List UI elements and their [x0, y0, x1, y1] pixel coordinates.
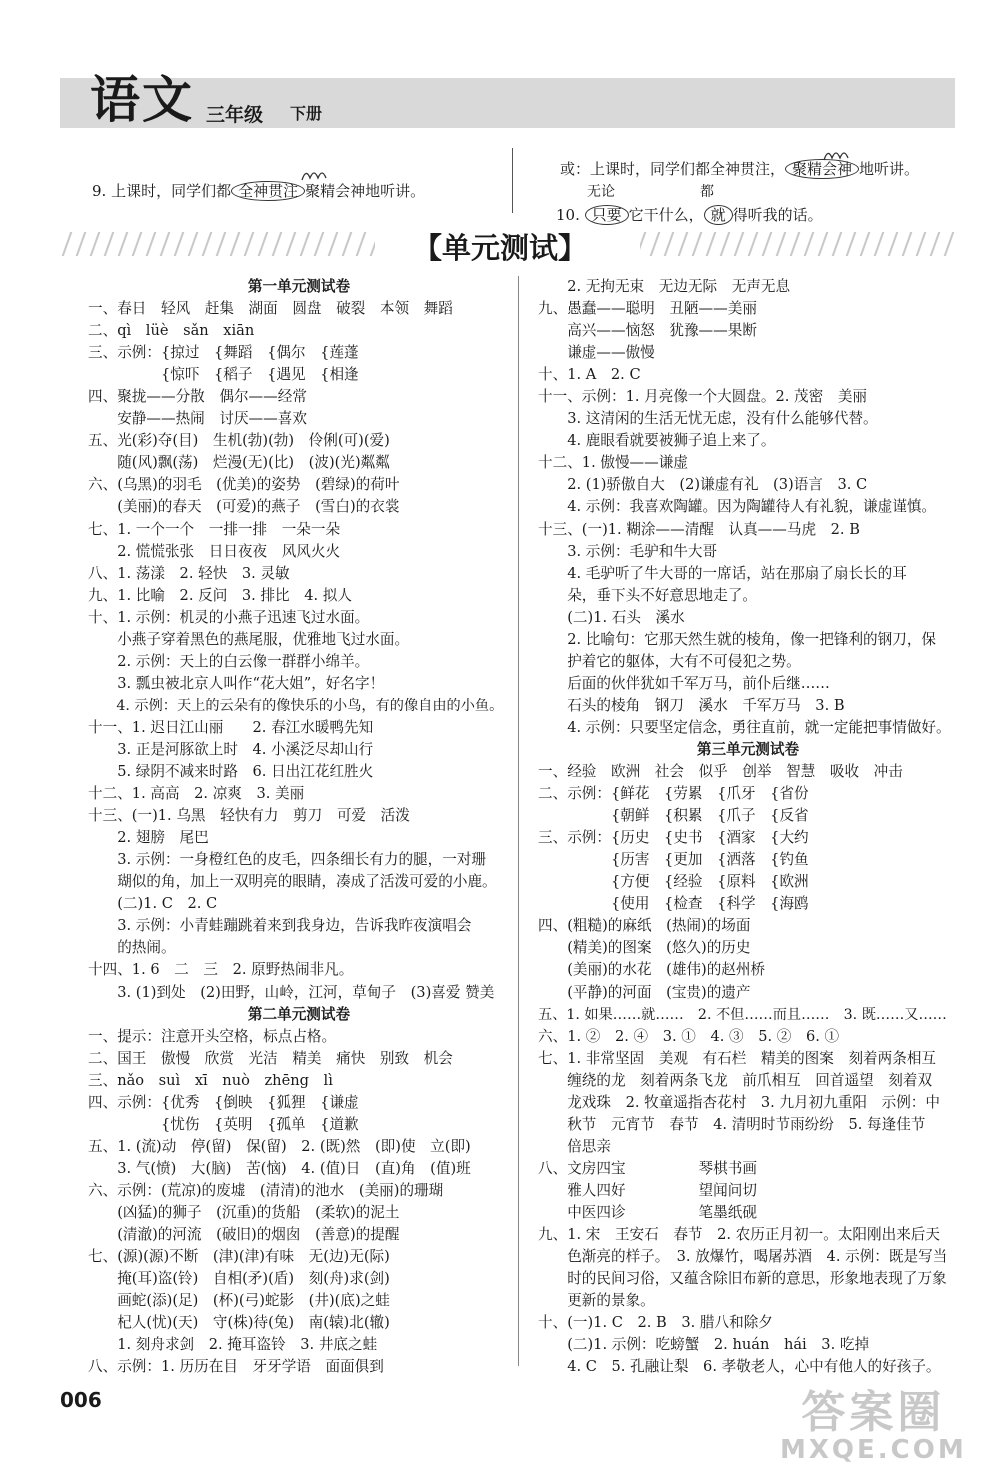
answer-line: 2. 翅膀 尾巴	[88, 829, 209, 847]
answer-line: 2. (1)骄傲自大 (2)谦虚有礼 (3)语言 3. C	[538, 476, 868, 494]
answer-line: 秋节 元宵节 春节 4. 清明时节雨纷纷 5. 每逢佳节	[538, 1115, 926, 1133]
answer-line: 5. 绿阴不减来时路 6. 日出江花红胜火	[88, 763, 374, 781]
volume-label: 下册	[290, 104, 323, 123]
answer-line: 3. 瓢虫被北京人叫作“花大姐”，好名字！	[88, 674, 385, 692]
answer-line: (二)1. 石头 溪水	[538, 608, 685, 626]
answer-line: 十一、示例：1. 月亮像一个大圆盘。2. 茂密 美丽	[538, 388, 868, 406]
answer-line: 4. C 5. 孔融让梨 6. 孝敬老人，心中有他人的好孩子。	[538, 1358, 941, 1376]
circled-word: 只要	[585, 205, 629, 225]
answer-line: {朝鲜 {积累 {爪子 {反省	[538, 807, 809, 825]
answer-line: 十二、1. 傲慢——谦虚	[538, 454, 688, 472]
answer-line: 四、聚拢——分散 偶尔——经常	[88, 388, 307, 406]
answer-line: 3. 这清闲的生活无忧无虑，没有什么能够代替。	[538, 410, 878, 428]
answer-line: 杞人(忧)(天) 守(株)待(兔) 南(辕)北(辙)	[88, 1314, 390, 1332]
answer-line: 七、1. 一个一个 一排一排 一朵一朵	[88, 520, 341, 538]
answer-line: 五、1. 如果……就…… 2. 不但……而且…… 3. 既……又……	[538, 1006, 947, 1023]
annotation-dou: 都	[700, 184, 714, 200]
answer-line: 五、光(彩)夺(目) 生机(勃)(勃) 伶俐(可)(爱)	[88, 432, 390, 450]
answer-line: {使用 {检查 {科学 {海鸥	[538, 895, 809, 913]
answer-line: 2. 比喻句：它那天然生就的棱角，像一把锋利的钢刀，保	[538, 630, 937, 648]
section-heading: 第一单元测试卷	[247, 278, 351, 295]
answer-line: 缠绕的龙 刻着两条飞龙 前爪相互 回首遥望 刻着双	[538, 1071, 933, 1089]
answer-line: 瑚似的角，加上一双明亮的眼睛，凑成了活泼可爱的小鹿。	[88, 873, 497, 891]
answer-line: 十一、1. 迟日江山丽 2. 春江水暖鸭先知	[88, 718, 374, 736]
answer-line: {惊吓 {稻子 {遇见 {相逢	[88, 366, 359, 384]
answer-line: 十、1. A 2. C	[538, 366, 641, 384]
circled-word: 全神贯注	[231, 181, 305, 201]
answer-line: 3. 示例：一身橙红色的皮毛，四条细长有力的腿，一对珊	[88, 851, 487, 869]
grade-label: 三年级	[206, 104, 264, 126]
answer-line: 更新的景象。	[538, 1292, 655, 1310]
answer-line: 六、1. ② 2. ④ 3. ① 4. ③ 5. ② 6. ①	[538, 1027, 840, 1045]
answer-line: 护着它的躯体，大有不可侵犯之势。	[538, 652, 801, 670]
answer-line: 4. 示例：我喜欢陶罐。因为陶罐待人有礼貌，谦虚谨慎。	[538, 498, 937, 516]
top-left-answer: 9. 上课时，同学们都 全神贯注 聚精会神地听讲。	[92, 182, 426, 200]
answer-line: 1. 刻舟求剑 2. 掩耳盗铃 3. 井底之蛙	[88, 1336, 378, 1354]
answer-line: 十三、(一)1. 乌黑 轻快有力 剪刀 可爱 活泼	[88, 807, 410, 825]
answer-line: (平静)的河面 (宝贵)的遗产	[538, 983, 751, 1001]
answer-line: 一、春日 轻风 赶集 湖面 圆盘 破裂 本领 舞蹈	[88, 300, 453, 318]
answer-line: 五、1. (流)动 停(留) 保(留) 2. (既)然 (即)使 立(即)	[88, 1137, 471, 1155]
answer-line: 八、1. 荡漾 2. 轻快 3. 灵敏	[88, 564, 290, 582]
answer-line: 十二、1. 高高 2. 凉爽 3. 美丽	[88, 785, 305, 803]
answer-line: {方便 {经验 {原料 {欧洲	[538, 873, 809, 891]
answer-line: 后面的伙伴犹如千军万马，前仆后继……	[538, 674, 830, 692]
circled-word: 就	[704, 205, 733, 225]
column-divider	[518, 276, 519, 1366]
answer-line: 九、1. 宋 王安石 春节 2. 农历正月初一。太阳刚出来后天	[538, 1226, 940, 1244]
answer-line: 三、示例：{掠过 {舞蹈 {偶尔 {莲蓬	[88, 344, 359, 362]
answer-line: 九、愚蠢——聪明 丑陋——美丽	[538, 300, 757, 318]
answer-line: 2. 示例：天上的白云像一群群小绵羊。	[88, 652, 370, 670]
answer-line: 石头的棱角 钢刀 溪水 千军万马 3. B	[538, 696, 845, 714]
answer-line: 4. 鹿眼看就要被狮子追上来了。	[538, 432, 776, 450]
answer-line: 二、qì lüè sǎn xiān	[88, 322, 255, 340]
answer-line: 四、示例：{优秀 {倒映 {狐狸 {谦虚	[88, 1093, 359, 1111]
top-right-answer-1: 或：上课时，同学们都全神贯注， 聚精会神 地听讲。	[560, 160, 920, 178]
section-heading: 第二单元测试卷	[247, 1005, 351, 1023]
answer-line: 一、提示：注意开头空格，标点占格。	[88, 1027, 337, 1045]
answer-line: 六、示例：(荒凉)的废墟 (清清)的池水 (美丽)的珊瑚	[88, 1181, 444, 1199]
answer-line: 四、(粗糙)的麻纸 (热闹)的场面	[538, 917, 751, 935]
section-banner: 【单元测试】	[412, 231, 587, 265]
answer-line: 朵，垂下头不好意思地走了。	[538, 586, 757, 604]
watermark-logo: 答案圈 MXQE.COM	[780, 1387, 967, 1465]
answer-line: 2. 慌慌张张 日日夜夜 风风火火	[88, 542, 341, 560]
answer-line: 的热闹。	[88, 939, 176, 957]
answer-line: 3. 正是河豚欲上时 4. 小溪泛尽却山行	[88, 740, 374, 758]
answer-line: 掩(耳)盗(铃) 自相(矛)(盾) 刻(舟)求(剑)	[88, 1270, 390, 1288]
answer-line: 随(风)飘(荡) 烂漫(无)(比) (波)(光)粼粼	[88, 454, 390, 472]
answer-line: 3. (1)到处 (2)田野，山岭，江河，草甸子 (3)喜爱 赞美	[88, 983, 495, 1001]
answer-line: (二)1. C 2. C	[88, 895, 218, 913]
answer-line: 二、示例：{鲜花 {劳累 {爪牙 {省份	[538, 785, 809, 803]
answer-line: 3. 示例：毛驴和牛大哥	[538, 542, 718, 560]
answer-line: 2. 无拘无束 无边无际 无声无息	[538, 278, 791, 295]
right-column	[538, 276, 958, 1378]
answer-line: 二、国王 傲慢 欣赏 光洁 精美 痛快 别致 机会	[88, 1049, 453, 1067]
answer-line: (清澈)的河流 (破旧)的烟囱 (善意)的提醒	[88, 1226, 400, 1244]
answer-line: 十、(一)1. C 2. B 3. 腊八和除夕	[538, 1314, 773, 1332]
page-number: 006	[60, 1388, 102, 1412]
answer-line: 雅人四好 望闻问切	[538, 1181, 757, 1199]
section-heading: 第三单元测试卷	[696, 740, 800, 758]
answer-line: (精美)的图案 (悠久)的历史	[538, 939, 751, 957]
annotation-wulun: 无论	[587, 184, 615, 200]
header-bar	[60, 78, 955, 128]
subject-logo: 语文	[90, 71, 194, 129]
answer-line: 三、nǎo suì xī nuò zhēng lì	[88, 1071, 333, 1089]
answer-line: 4. 毛驴听了牛大哥的一席话，站在那扇了扇长长的耳	[538, 564, 907, 582]
answer-line: 十四、1. 6 二 三 2. 原野热闹非凡。	[88, 961, 354, 979]
answer-line: 3. 示例：小青蛙蹦跳着来到我身边，告诉我昨夜演唱会	[88, 917, 472, 935]
answer-line: 小燕子穿着黑色的燕尾服，优雅地飞过水面。	[88, 630, 410, 648]
answer-line: 八、示例：1. 历历在目 牙牙学语 面面俱到	[88, 1358, 384, 1376]
answer-line: 六、(乌黑)的羽毛 (优美)的姿势 (碧绿)的荷叶	[88, 476, 400, 494]
answer-line: 龙戏珠 2. 牧童遥指杏花村 3. 九月初九重阳 示例：中	[538, 1093, 940, 1111]
revision-mark-icon	[822, 146, 852, 162]
answer-line: 八、文房四宝 琴棋书画	[538, 1159, 757, 1177]
answer-line: 高兴——恼怒 犹豫——果断	[538, 322, 757, 340]
answer-line: 三、示例：{历史 {史书 {酒家 {大约	[538, 829, 809, 847]
answer-line: 七、(源)(源)不断 (津)(津)有味 无(边)无(际)	[88, 1248, 390, 1266]
answer-line: 3. 气(愤) 大(脑) 苦(恼) 4. (值)日 (直)角 (值)班	[88, 1159, 471, 1177]
answer-line: (美丽)的春天 (可爱)的燕子 (雪白)的衣裳	[88, 498, 400, 516]
top-right-answer-2: 10. 只要 它干什么， 就 得听我的话。	[556, 206, 823, 224]
answer-line: 时的民间习俗，又蕴含除旧布新的意思，形象地表现了万象	[538, 1270, 947, 1288]
answer-line: (美丽)的水花 (雄伟)的赵州桥	[538, 961, 766, 979]
answer-line: 十三、(一)1. 糊涂——清醒 认真——马虎 2. B	[538, 520, 860, 538]
answer-line: {忧伤 {英明 {孤单 {道歉	[88, 1115, 359, 1133]
answer-line: 安静——热闹 讨厌——喜欢	[88, 410, 307, 428]
answer-line: (凶猛)的狮子 (沉重)的货船 (柔软)的泥土	[88, 1203, 400, 1221]
answer-line: 七、1. 非常坚固 美观 有石栏 精美的图案 刻着两条相互	[538, 1049, 937, 1067]
answer-line: 倍思亲	[538, 1137, 611, 1155]
circled-word: 聚精会神	[785, 159, 859, 179]
column-divider-top	[512, 148, 513, 213]
answer-line: 画蛇(添)(足) (杯)(弓)蛇影 (井)(底)之蛙	[88, 1292, 390, 1310]
answer-line: 九、1. 比喻 2. 反问 3. 排比 4. 拟人	[88, 586, 352, 604]
answer-line: 谦虚——傲慢	[538, 344, 655, 362]
answer-line: 4. 示例：只要坚定信念，勇往直前，就一定能把事情做好。	[538, 718, 951, 736]
revision-mark-icon	[300, 166, 330, 182]
answer-line: 一、经验 欧洲 社会 似乎 创举 智慧 吸收 冲击	[538, 763, 903, 781]
answer-line: 色渐亮的样子。 3. 放爆竹，喝屠苏酒 4. 示例：既是写当	[538, 1248, 948, 1266]
answer-line: (二)1. 示例：吃螃蟹 2. huán hái 3. 吃掉	[538, 1336, 870, 1354]
answer-line: 十、1. 示例：机灵的小燕子迅速飞过水面。	[88, 608, 370, 626]
answer-line: 4. 示例：天上的云朵有的像快乐的小鸟，有的像自由的小鱼。	[88, 697, 504, 714]
answer-line: {历害 {更加 {洒落 {钓鱼	[538, 851, 809, 869]
answer-line: 中医四诊 笔墨纸砚	[538, 1203, 757, 1221]
left-column	[88, 276, 510, 1378]
